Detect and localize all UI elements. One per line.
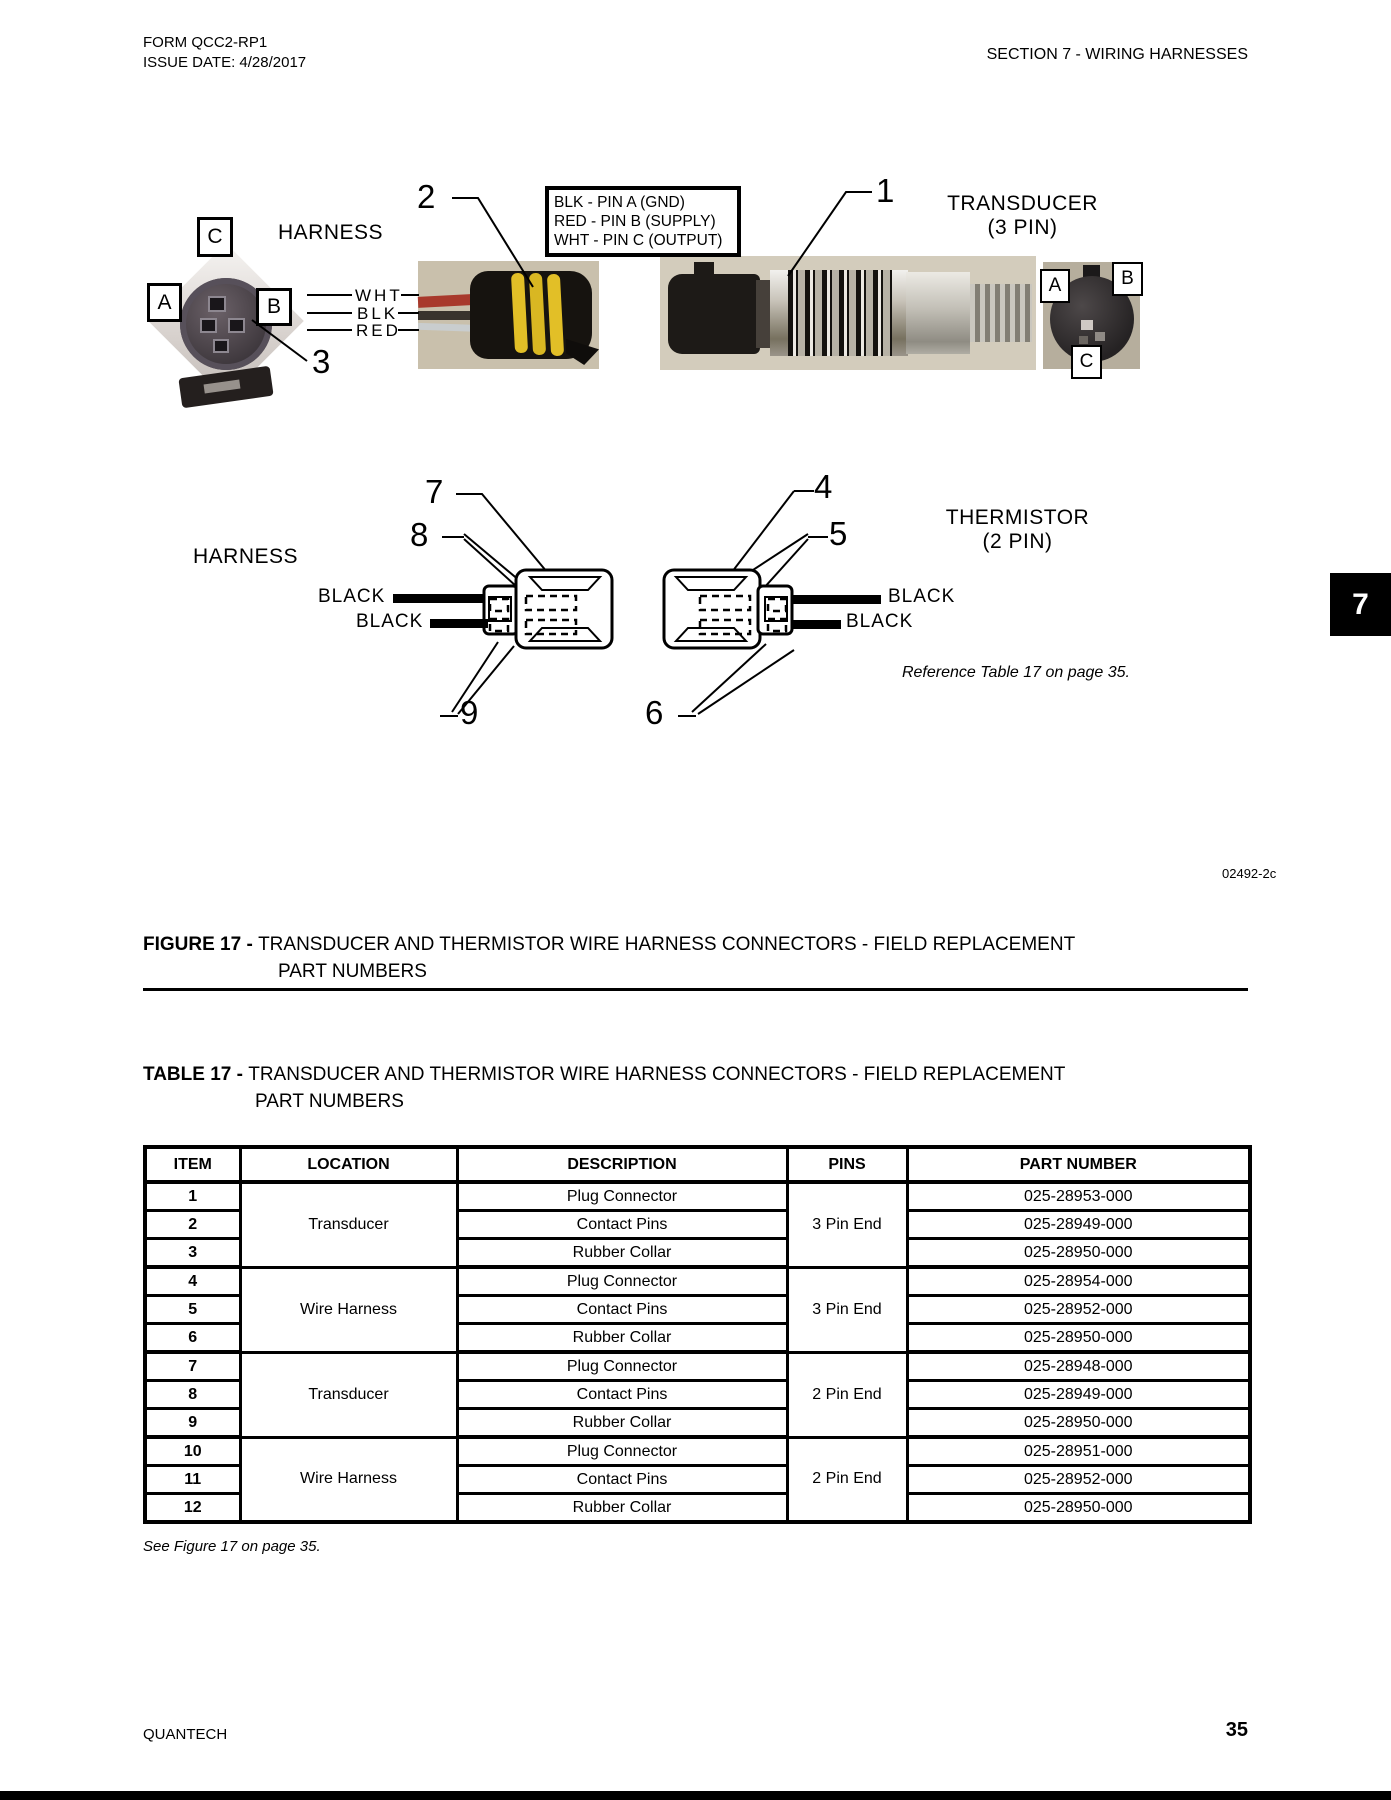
cell-item: 8 — [145, 1381, 240, 1409]
cell-item: 2 — [145, 1211, 240, 1239]
cell-item: 12 — [145, 1494, 240, 1523]
wire-label-red: RED — [356, 321, 401, 340]
cell-part-number: 025-28949-000 — [907, 1381, 1250, 1409]
cell-part-number: 025-28949-000 — [907, 1211, 1250, 1239]
cell-item: 5 — [145, 1296, 240, 1324]
cell-part-number: 025-28953-000 — [907, 1182, 1250, 1211]
callout-6: 6 — [645, 694, 664, 731]
caption-rule — [143, 988, 1248, 991]
cell-part-number: 025-28950-000 — [907, 1324, 1250, 1353]
pin-legend-line: BLK - PIN A (GND) — [554, 194, 685, 211]
cell-pins: 3 Pin End — [787, 1182, 907, 1267]
cell-description: Plug Connector — [457, 1352, 787, 1381]
cell-pins: 2 Pin End — [787, 1437, 907, 1522]
pin-letter-c-right: C — [1071, 345, 1102, 379]
cell-description: Contact Pins — [457, 1381, 787, 1409]
table-footnote: See Figure 17 on page 35. — [143, 1538, 321, 1555]
wire-label-black-right-bottom: BLACK — [846, 611, 914, 632]
table-row — [145, 1267, 1250, 1296]
cell-item: 9 — [145, 1409, 240, 1438]
figure-caption-line2: PART NUMBERS — [278, 961, 427, 982]
reference-note: Reference Table 17 on page 35. — [901, 664, 1130, 681]
cell-pins: 2 Pin End — [787, 1352, 907, 1437]
cell-part-number: 025-28950-000 — [907, 1494, 1250, 1523]
cell-part-number: 025-28954-000 — [907, 1267, 1250, 1296]
thermistor-title — [930, 506, 1105, 554]
footer-page-number: 35 — [1225, 1719, 1248, 1741]
photo-transducer — [660, 256, 1036, 370]
wire-label-blk: BLK — [357, 304, 399, 323]
wire-label-black-right-top: BLACK — [888, 586, 956, 607]
wire-label-wht: WHT — [355, 286, 403, 305]
cell-part-number: 025-28948-000 — [907, 1352, 1250, 1381]
cell-location: Transducer — [240, 1352, 457, 1437]
cell-location: Wire Harness — [240, 1437, 457, 1522]
figure-caption-text: TRANSDUCER AND THERMISTOR WIRE HARNESS CONNECTORS - FIELD REPLACEMENT — [258, 934, 1076, 955]
cell-part-number: 025-28952-000 — [907, 1466, 1250, 1494]
pin-legend-line: WHT - PIN C (OUTPUT) — [554, 232, 723, 249]
col-header-part-number: PART NUMBER — [907, 1147, 1250, 1182]
cell-item: 1 — [145, 1182, 240, 1211]
cell-description: Rubber Collar — [457, 1324, 787, 1353]
cell-pins: 3 Pin End — [787, 1267, 907, 1352]
col-header-description: DESCRIPTION — [457, 1147, 787, 1182]
cell-item: 4 — [145, 1267, 240, 1296]
cell-description: Rubber Collar — [457, 1494, 787, 1523]
callout-5: 5 — [829, 515, 848, 552]
cell-description: Rubber Collar — [457, 1409, 787, 1438]
footer-brand: QUANTECH — [143, 1726, 228, 1743]
parts-table-body — [145, 1182, 1250, 1522]
table-title-text: TRANSDUCER AND THERMISTOR WIRE HARNESS CONNECTORS - FIELD REPLACEMENT — [248, 1064, 1066, 1085]
pin-letter-b-left: B — [256, 288, 292, 326]
cell-part-number: 025-28950-000 — [907, 1239, 1250, 1268]
pin-legend-box — [545, 186, 741, 257]
wire-label-black-left-top: BLACK — [318, 586, 386, 607]
cell-part-number: 025-28952-000 — [907, 1296, 1250, 1324]
pin-letter-a-left: A — [147, 283, 182, 322]
harness-label-transducer: HARNESS — [278, 221, 384, 244]
cell-description: Plug Connector — [457, 1182, 787, 1211]
photo-harness-connector-front — [146, 248, 306, 428]
cell-location: Wire Harness — [240, 1267, 457, 1352]
table-header-row — [145, 1147, 1250, 1182]
issue-date: ISSUE DATE: 4/28/2017 — [143, 54, 307, 71]
table-title — [143, 1061, 1253, 1115]
header-section-title: SECTION 7 - WIRING HARNESSES — [986, 46, 1248, 63]
transducer-title-line2: (3 PIN) — [987, 216, 1058, 239]
cell-item: 6 — [145, 1324, 240, 1353]
harness-label-thermistor: HARNESS — [193, 545, 299, 568]
cell-description: Contact Pins — [457, 1466, 787, 1494]
callout-4: 4 — [814, 468, 833, 505]
callout-3: 3 — [312, 343, 331, 380]
form-number: FORM QCC2-RP1 — [143, 34, 268, 51]
callout-2: 2 — [417, 178, 436, 215]
cell-item: 11 — [145, 1466, 240, 1494]
table-row — [145, 1352, 1250, 1381]
section-tab: 7 — [1330, 573, 1391, 636]
transducer-title-line1: TRANSDUCER — [947, 192, 1098, 215]
cell-part-number: 025-28950-000 — [907, 1409, 1250, 1438]
pin-letter-a-right: A — [1040, 269, 1070, 303]
cell-item: 10 — [145, 1437, 240, 1466]
cell-description: Rubber Collar — [457, 1239, 787, 1268]
wire-label-black-left-bottom: BLACK — [356, 611, 424, 632]
thermistor-title-line1: THERMISTOR — [945, 506, 1090, 529]
table-title-line2: PART NUMBERS — [255, 1091, 404, 1112]
thermistor-title-line2: (2 PIN) — [982, 530, 1053, 553]
drawing-number: 02492-2c — [1222, 866, 1277, 881]
cell-description: Contact Pins — [457, 1211, 787, 1239]
pin-letter-c-left: C — [197, 217, 233, 257]
cell-item: 3 — [145, 1239, 240, 1268]
cell-location: Transducer — [240, 1182, 457, 1267]
col-header-pins: PINS — [787, 1147, 907, 1182]
cell-part-number: 025-28951-000 — [907, 1437, 1250, 1466]
header-left — [143, 33, 306, 73]
callout-1: 1 — [876, 172, 895, 209]
col-header-location: LOCATION — [240, 1147, 457, 1182]
callout-7: 7 — [425, 473, 444, 510]
cell-description: Plug Connector — [457, 1267, 787, 1296]
pin-letter-b-right: B — [1112, 262, 1143, 296]
figure-caption-label: FIGURE 17 - — [143, 934, 259, 955]
cell-item: 7 — [145, 1352, 240, 1381]
parts-table — [143, 1145, 1252, 1524]
pin-legend-line: RED - PIN B (SUPPLY) — [554, 213, 716, 230]
figure-caption — [143, 931, 1253, 985]
cell-description: Plug Connector — [457, 1437, 787, 1466]
transducer-title — [940, 192, 1105, 240]
callout-8: 8 — [410, 516, 429, 553]
page-bottom-edge — [0, 1791, 1391, 1800]
table-title-label: TABLE 17 - — [143, 1064, 249, 1085]
col-header-item: ITEM — [145, 1147, 240, 1182]
table-row — [145, 1182, 1250, 1211]
table-row — [145, 1437, 1250, 1466]
cell-description: Contact Pins — [457, 1296, 787, 1324]
callout-9: 9 — [460, 694, 479, 731]
photo-harness-plug — [418, 261, 599, 369]
